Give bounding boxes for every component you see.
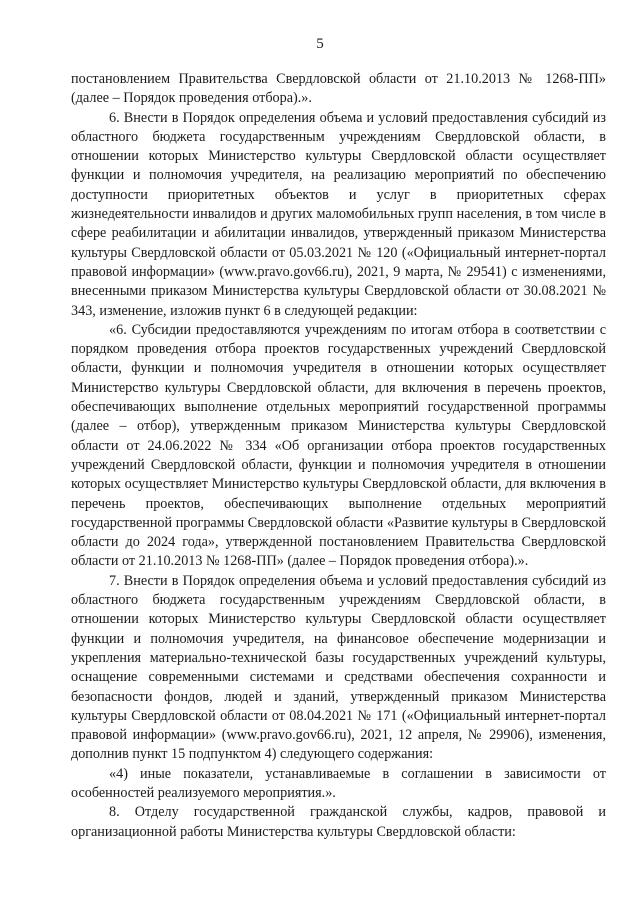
paragraph-quoted-item-6: «6. Субсидии предоставляются учреждениям по итогам отбора в соответствии с порядком проведения отбора проектов государственных учреждений Свердловской области, функции и полномочия учредителя в отношении которых осуществляет Министерство культуры Свердловской области, для включения в перечень проектов, обеспечивающих выполнение отдельных мероприятий государственной программы (далее – отбор), утвержденным приказом Министерства культуры Свердловской области от 24.06.2022 № 334 «Об организации отбора проектов государственных учреждений Свердловской области, функции и полномочия учредителя в отношении которых осуществляет Министерство культуры Свердловской области, для включения в перечень проектов, обеспечивающих выполнение отдельных мероприятий государственной программы Свердловской области «Развитие культуры в Свердловской области до 2024 года», утвержденной постановлением Правительства Свердловской области от 21.10.2013 № 1268-ПП» (далее – Порядок проведения отбора).». xyxy=(71,321,606,570)
paragraph-item-7: 7. Внести в Порядок определения объема и условий предоставления субсидий из областного бюджета государственным учреждениям Свердловской области, в отношении которых Министерство культуры Свердловской области осуществляет функции и полномочия учредителя, на финансовое обеспечение модернизации и укрепления материально-технической базы государственных учреждений культуры, оснащение современными системами и средствами обеспечения сохранности и безопасности фондов, людей и зданий, утвержденный приказом Министерства культуры Свердловской области от 08.04.2021 № 171 («Официальный интернет-портал правовой информации» (www.pravo.gov66.ru), 2021, 12 апреля, № 29906), изменения, дополнив пункт 15 подпунктом 4) следующего содержания: xyxy=(71,572,606,763)
paragraph-item-8: 8. Отделу государственной гражданской службы, кадров, правовой и организационной работы Министерства культуры Свердловской области: xyxy=(71,804,606,840)
paragraph-continuation: постановлением Правительства Свердловской области от 21.10.2013 № 1268-ПП» (далее – Порядок проведения отбора).». xyxy=(71,71,606,107)
paragraph-item-6: 6. Внести в Порядок определения объема и условий предоставления субсидий из областного бюджета государственным учреждениям Свердловской области, в отношении которых Министерство культуры Свердловской области осуществляет функции и полномочия учредителя, на реализацию мероприятий по обеспечению доступности приоритетных объектов и услуг в приоритетных сферах жизнедеятельности инвалидов и других маломобильных групп населения, в том числе в сфере реабилитации и абилитации инвалидов, утвержденный приказом Министерства культуры Свердловской области от 05.03.2021 № 120 («Официальный интернет-портал правовой информации» (www.pravo.gov66.ru), 2021, 9 марта, № 29541) с изменениями, внесенными приказом Министерства культуры Свердловской области от 30.08.2021 № 343, изменение, изложив пункт 6 в следующей редакции: xyxy=(71,109,606,319)
document-body xyxy=(71,70,606,842)
page-number: 5 xyxy=(316,36,324,52)
paragraph-quoted-subitem-4: «4) иные показатели, устанавливаемые в соглашении в зависимости от особенностей реализуемого мероприятия.». xyxy=(71,765,606,801)
